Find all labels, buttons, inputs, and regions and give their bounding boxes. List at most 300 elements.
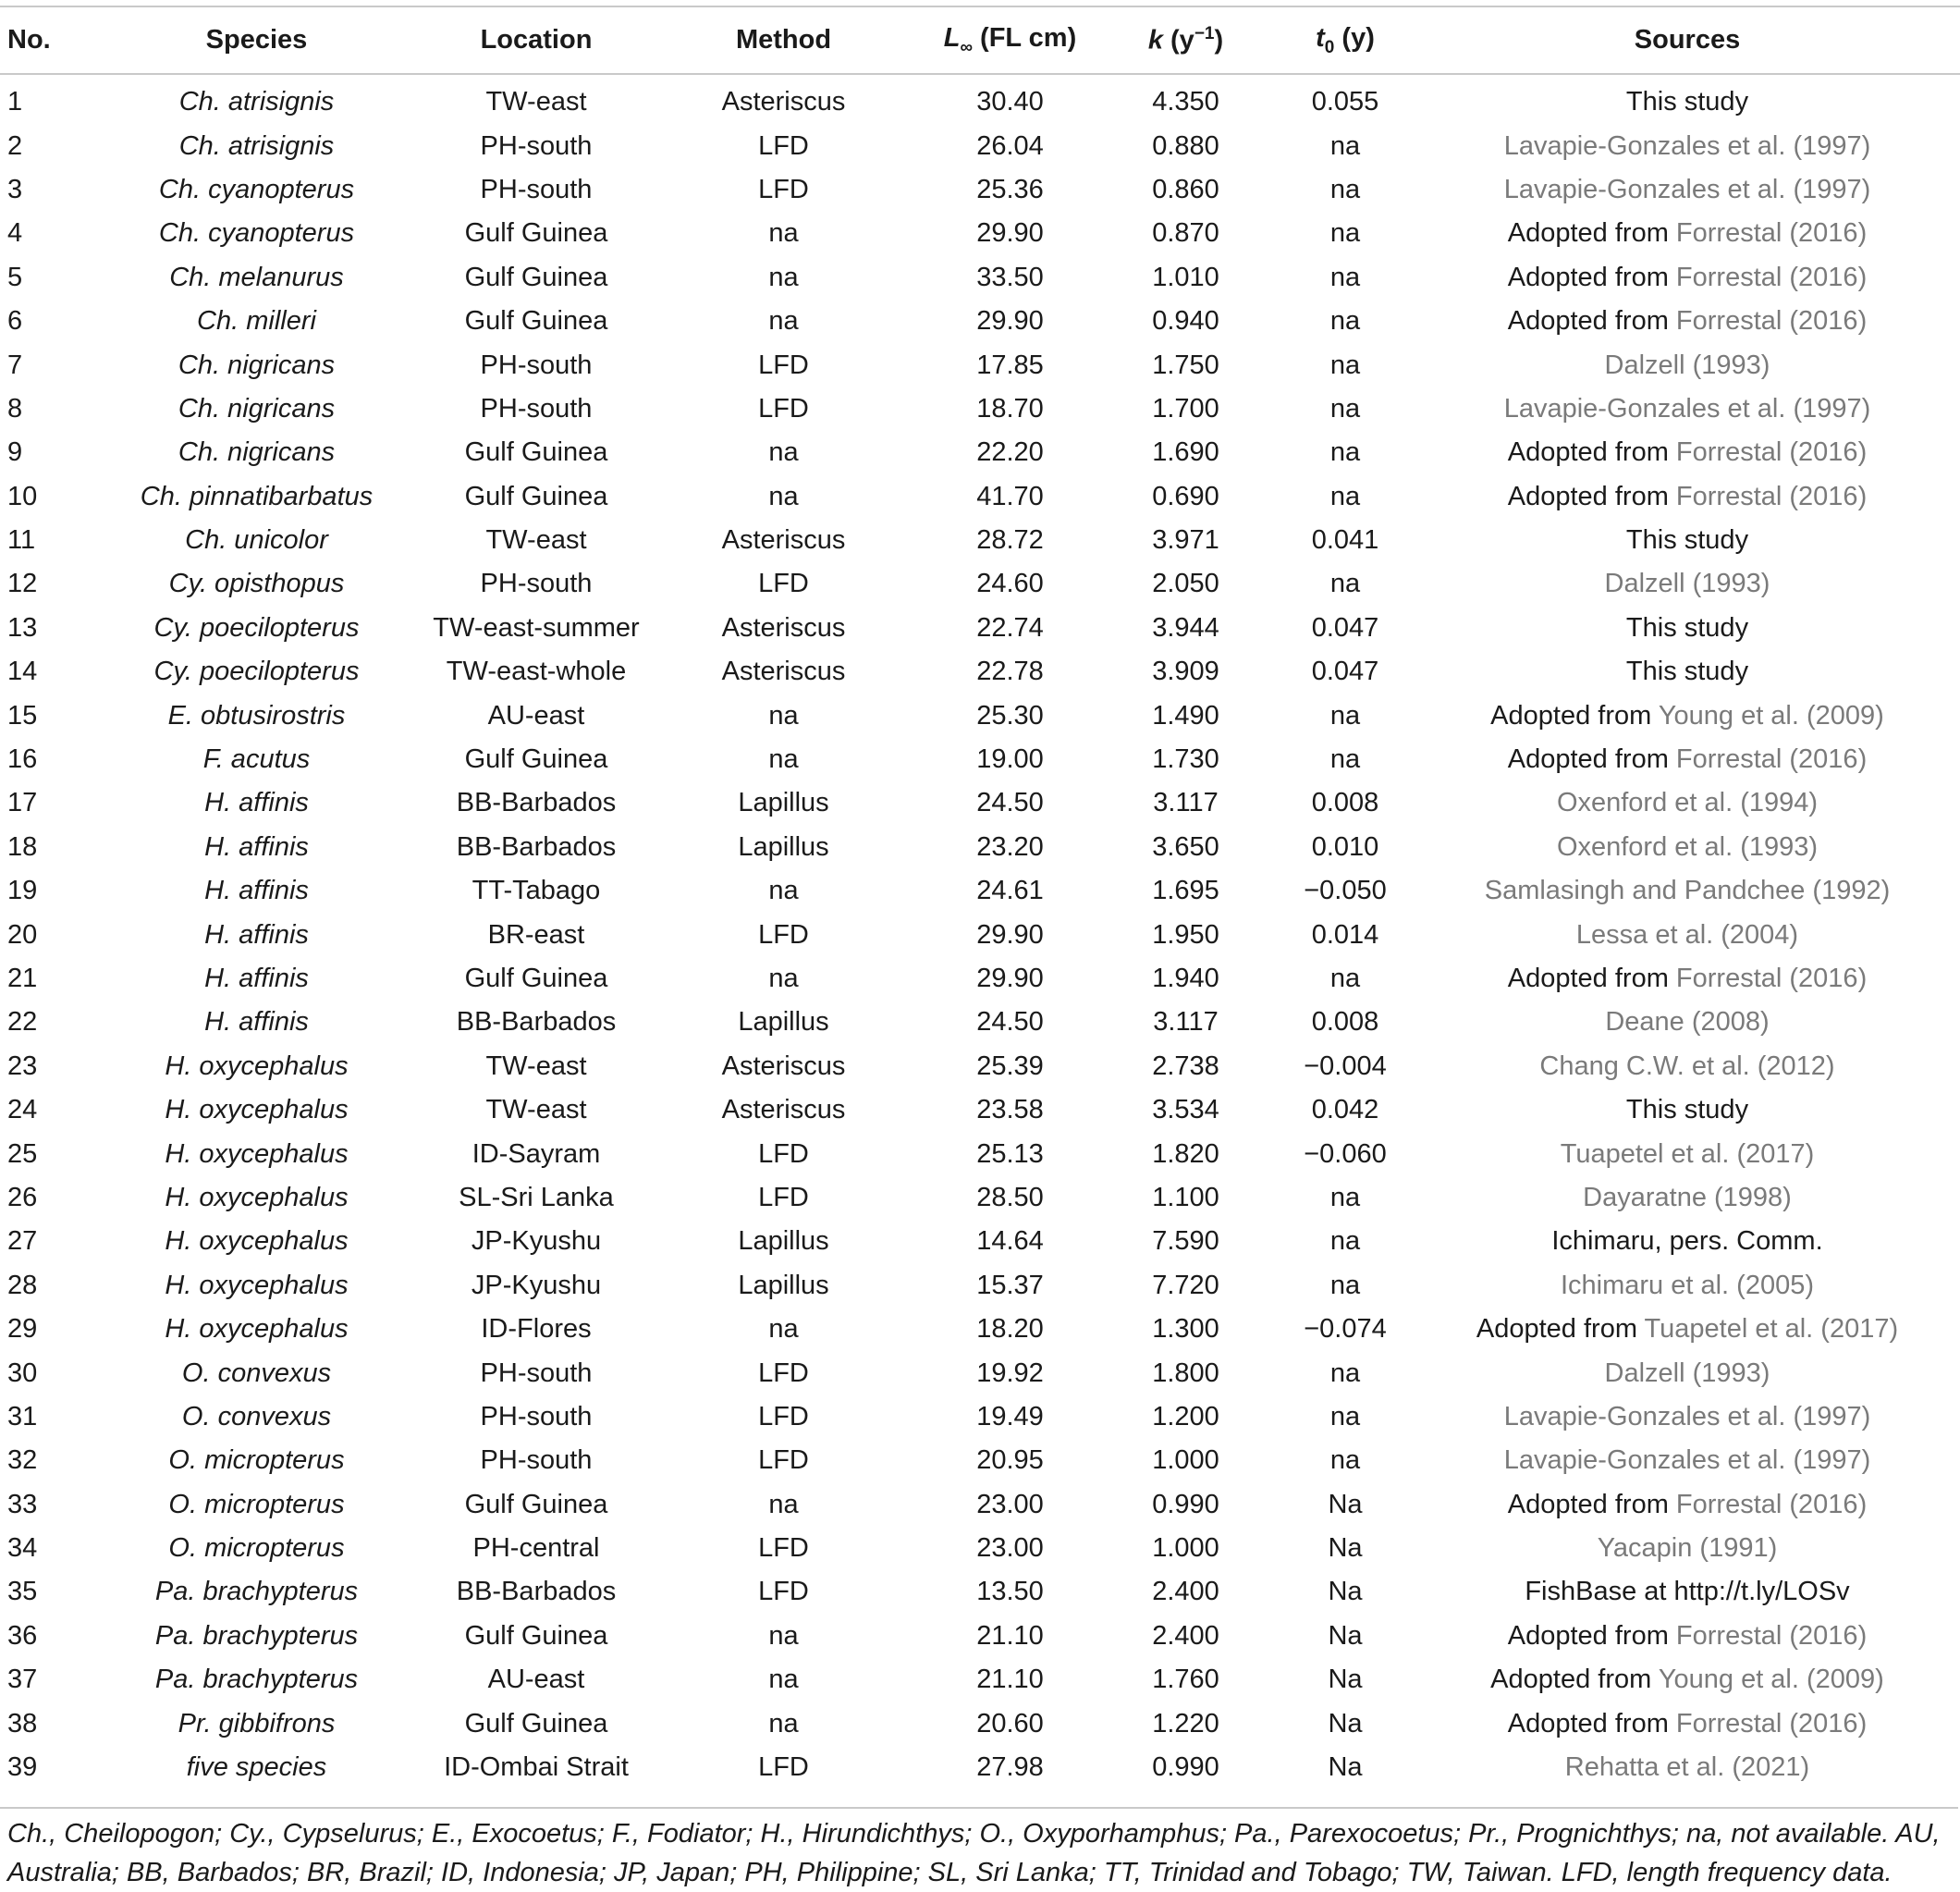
source-reference-link[interactable]: Forrestal (2016) (1675, 1620, 1868, 1651)
table-row (0, 74, 1960, 124)
cell-location: PH-south (480, 569, 593, 599)
table-row (0, 1308, 1960, 1351)
cell-location: TW-east (485, 1050, 587, 1081)
cell-no: 7 (7, 350, 23, 380)
cell-method: Asteriscus (721, 1095, 846, 1125)
cell-k: 0.990 (1152, 1489, 1219, 1519)
table-row (0, 1483, 1960, 1527)
cell-linf: 19.49 (976, 1401, 1044, 1431)
source-reference-link[interactable]: Lavapie-Gonzales et al. (1997) (1503, 1445, 1871, 1476)
cell-no: 29 (7, 1314, 38, 1345)
cell-location: TW-east (485, 1095, 587, 1125)
cell-linf: 18.70 (976, 393, 1044, 424)
source-reference-link[interactable]: Oxenford et al. (1993) (1556, 831, 1819, 862)
cell-t0: 0.041 (1311, 525, 1379, 556)
source-reference-link[interactable]: Forrestal (2016) (1675, 262, 1868, 292)
cell-location: Gulf Guinea (464, 1708, 608, 1738)
cell-method: LFD (758, 1752, 809, 1783)
cell-source (1415, 1308, 1960, 1351)
cell-location: ID-Ombai Strait (444, 1752, 629, 1783)
cell-no: 6 (7, 306, 23, 337)
cell-source (1415, 212, 1960, 255)
source-reference-link[interactable]: Forrestal (2016) (1675, 964, 1868, 993)
source-reference-link[interactable]: Deane (2008) (1605, 1007, 1770, 1038)
footnote-line-2: Australia; BB, Barbados; BR, Brazil; ID, Indonesia; JP, Japan; PH, Philippine; SL, Sri Lanka; TT, Trinidad and Tobago; TW, Taiwan. LFD, length frequency data. (7, 1858, 1893, 1887)
cell-species: Ch. unicolor (185, 525, 328, 556)
cell-linf: 29.90 (976, 964, 1044, 993)
cell-linf: 25.13 (976, 1138, 1044, 1169)
cell-method: Lapillus (738, 1007, 829, 1038)
cell-species: Cy. poecilopterus (153, 657, 360, 687)
cell-linf: 26.04 (976, 130, 1044, 161)
cell-method: na (768, 700, 799, 731)
growth-parameter-table-container (0, 6, 1960, 1789)
cell-location: BB-Barbados (456, 831, 617, 862)
cell-no: 39 (7, 1752, 38, 1783)
table-row (0, 738, 1960, 781)
cell-location: PH-south (480, 1358, 593, 1388)
cell-source (1415, 869, 1960, 913)
table-row (0, 1395, 1960, 1439)
cell-method: na (768, 306, 799, 337)
cell-linf: 15.37 (976, 1270, 1044, 1300)
table-row (0, 1615, 1960, 1658)
cell-t0: 0.010 (1311, 831, 1379, 862)
table-row (0, 343, 1960, 387)
cell-method: LFD (758, 1358, 809, 1388)
source-reference-link[interactable]: Lavapie-Gonzales et al. (1997) (1503, 393, 1871, 424)
cell-method: na (768, 1620, 799, 1651)
cell-no: 27 (7, 1226, 38, 1257)
cell-linf: 18.20 (976, 1314, 1044, 1345)
cell-k: 1.750 (1152, 350, 1219, 380)
cell-t0: −0.050 (1304, 876, 1387, 906)
cell-linf: 28.50 (976, 1182, 1044, 1212)
cell-location: PH-south (480, 130, 593, 161)
cell-t0: na (1329, 1270, 1361, 1300)
cell-location: Gulf Guinea (464, 481, 608, 511)
cell-species: H. oxycephalus (165, 1182, 349, 1212)
cell-t0: na (1329, 130, 1361, 161)
cell-method: LFD (758, 1445, 809, 1476)
cell-no: 11 (7, 525, 36, 556)
cell-no: 30 (7, 1358, 38, 1388)
cell-no: 35 (7, 1577, 38, 1607)
source-reference-link[interactable]: Tuapetel et al. (2017) (1644, 1314, 1899, 1345)
cell-k: 0.940 (1152, 306, 1219, 337)
cell-t0: Na (1328, 1665, 1363, 1695)
cell-location: BR-east (487, 919, 585, 950)
table-row (0, 694, 1960, 737)
cell-k: 1.200 (1152, 1401, 1219, 1431)
source-reference-link[interactable]: Forrestal (2016) (1675, 218, 1868, 249)
header-sources: Sources (1415, 6, 1960, 74)
cell-t0: Na (1328, 1577, 1363, 1607)
cell-t0: 0.014 (1311, 919, 1379, 950)
cell-location: PH-south (480, 1445, 593, 1476)
cell-species: Ch. pinnatibarbatus (140, 481, 374, 511)
source-text: This study (1625, 87, 1749, 117)
source-reference-link[interactable]: Chang C.W. et al. (2012) (1539, 1050, 1835, 1081)
cell-species: H. affinis (204, 1007, 309, 1038)
header-location: Location (430, 6, 643, 74)
cell-method: Lapillus (738, 788, 829, 818)
cell-k: 1.010 (1152, 262, 1219, 292)
cell-species: Ch. atrisignis (178, 87, 335, 117)
cell-k: 3.650 (1152, 831, 1219, 862)
cell-location: PH-south (480, 393, 593, 424)
cell-t0: na (1329, 569, 1361, 599)
cell-species: Ch. cyanopterus (158, 174, 355, 204)
source-text: This study (1625, 657, 1749, 687)
cell-linf: 25.36 (976, 174, 1044, 204)
cell-species: Pr. gibbifrons (178, 1708, 336, 1738)
source-reference-link[interactable]: Forrestal (2016) (1675, 1489, 1868, 1519)
source-reference-link[interactable]: Dayaratne (1998) (1583, 1182, 1792, 1212)
cell-location: PH-central (472, 1533, 600, 1564)
cell-linf: 23.00 (976, 1489, 1044, 1519)
cell-t0: na (1329, 744, 1361, 775)
table-row (0, 1527, 1960, 1570)
cell-method: na (768, 1314, 799, 1345)
cell-location: JP-Kyushu (471, 1270, 602, 1300)
table-row (0, 957, 1960, 1001)
cell-source (1415, 475, 1960, 519)
cell-k: 1.100 (1152, 1182, 1219, 1212)
cell-species: O. micropterus (168, 1533, 345, 1564)
source-reference-link[interactable]: Samlasingh and Pandchee (1992) (1484, 876, 1891, 906)
source-text: Ichimaru, pers. Comm. (1551, 1226, 1823, 1257)
cell-t0: na (1329, 350, 1361, 380)
cell-no: 2 (7, 130, 23, 161)
cell-k: 1.220 (1152, 1708, 1219, 1738)
source-text: Adopted from (1507, 437, 1676, 468)
cell-k: 0.690 (1152, 481, 1219, 511)
cell-linf: 14.64 (976, 1226, 1044, 1257)
cell-location: AU-east (487, 1665, 585, 1695)
table-row (0, 387, 1960, 431)
cell-source (1415, 431, 1960, 474)
cell-method: LFD (758, 393, 809, 424)
cell-species: Ch. nigricans (178, 350, 336, 380)
cell-source (1415, 124, 1960, 167)
cell-location: AU-east (487, 700, 585, 731)
cell-t0: na (1329, 964, 1361, 993)
cell-linf: 29.90 (976, 306, 1044, 337)
source-text: Adopted from (1507, 218, 1676, 249)
table-row (0, 781, 1960, 825)
cell-location: Gulf Guinea (464, 262, 608, 292)
table-row (0, 1658, 1960, 1702)
cell-method: na (768, 218, 799, 249)
cell-location: Gulf Guinea (464, 744, 608, 775)
cell-no: 33 (7, 1489, 38, 1519)
cell-location: TW-east-summer (433, 612, 640, 643)
source-reference-link[interactable]: Lessa et al. (2004) (1575, 919, 1799, 950)
cell-k: 1.760 (1152, 1665, 1219, 1695)
source-reference-link[interactable]: Forrestal (2016) (1675, 481, 1868, 511)
source-reference-link[interactable]: Lavapie-Gonzales et al. (1997) (1503, 1401, 1871, 1431)
cell-source (1415, 650, 1960, 694)
source-reference-link[interactable]: Dalzell (1993) (1604, 350, 1770, 380)
cell-t0: na (1329, 700, 1361, 731)
cell-k: 3.909 (1152, 657, 1219, 687)
cell-t0: na (1329, 1401, 1361, 1431)
table-row (0, 607, 1960, 650)
cell-k: 4.350 (1152, 87, 1219, 117)
cell-method: LFD (758, 1401, 809, 1431)
source-reference-link[interactable]: Forrestal (2016) (1675, 744, 1868, 775)
source-reference-link[interactable]: Yacapin (1991) (1597, 1533, 1778, 1564)
cell-source (1415, 781, 1960, 825)
cell-t0: na (1329, 218, 1361, 249)
source-reference-link[interactable]: Rehatta et al. (2021) (1564, 1752, 1810, 1783)
source-reference-link[interactable]: Oxenford et al. (1994) (1556, 788, 1819, 818)
cell-no: 22 (7, 1007, 38, 1038)
cell-location: Gulf Guinea (464, 306, 608, 337)
cell-linf: 19.00 (976, 744, 1044, 775)
cell-t0: na (1329, 306, 1361, 337)
cell-method: Asteriscus (721, 657, 846, 687)
cell-species: H. oxycephalus (165, 1138, 349, 1169)
cell-source (1415, 694, 1960, 737)
header-species: Species (83, 6, 430, 74)
source-text: FishBase at http://t.ly/LOSv (1525, 1577, 1850, 1607)
source-text: Adopted from (1476, 1314, 1645, 1345)
table-header-row (0, 6, 1960, 74)
cell-no: 37 (7, 1665, 38, 1695)
cell-t0: Na (1328, 1533, 1363, 1564)
table-row (0, 1746, 1960, 1789)
cell-linf: 17.85 (976, 350, 1044, 380)
cell-species: H. oxycephalus (165, 1050, 349, 1081)
cell-source (1415, 738, 1960, 781)
source-text: This study (1625, 1095, 1749, 1125)
cell-k: 1.000 (1152, 1533, 1219, 1564)
cell-no: 36 (7, 1620, 38, 1651)
footnote-line-1: Ch., Cheilopogon; Cy., Cypselurus; E., Exocoetus; F., Fodiator; H., Hirundichthys; O., Oxyporhamphus; Pa., Parexocoetus; Pr., Prognichthys; na, not available. AU, (7, 1819, 1941, 1849)
header-linf-unit: (FL cm) (973, 22, 1077, 53)
cell-source (1415, 1088, 1960, 1132)
cell-method: Asteriscus (721, 1050, 846, 1081)
table-row (0, 650, 1960, 694)
cell-source (1415, 607, 1960, 650)
cell-linf: 24.50 (976, 788, 1044, 818)
cell-k: 1.940 (1152, 964, 1219, 993)
cell-k: 1.000 (1152, 1445, 1219, 1476)
cell-no: 5 (7, 262, 23, 292)
header-k-unit-open: (y (1162, 25, 1194, 55)
cell-method: Lapillus (738, 1270, 829, 1300)
table-row (0, 1132, 1960, 1175)
header-linf (925, 6, 1096, 74)
cell-method: na (768, 744, 799, 775)
table-row (0, 1220, 1960, 1263)
cell-source (1415, 1702, 1960, 1745)
source-reference-link[interactable]: Young et al. (2009) (1658, 1665, 1884, 1695)
cell-location: BB-Barbados (456, 1007, 617, 1038)
source-reference-link[interactable]: Forrestal (2016) (1675, 1708, 1868, 1738)
source-reference-link[interactable]: Lavapie-Gonzales et al. (1997) (1503, 174, 1871, 204)
cell-t0: na (1329, 393, 1361, 424)
cell-species: Ch. cyanopterus (158, 218, 355, 249)
cell-source (1415, 256, 1960, 300)
cell-method: LFD (758, 1138, 809, 1169)
cell-no: 26 (7, 1182, 38, 1212)
cell-source (1415, 1264, 1960, 1308)
cell-method: Asteriscus (721, 525, 846, 556)
cell-linf: 22.20 (976, 437, 1044, 468)
cell-k: 3.117 (1153, 1007, 1219, 1038)
cell-method: Lapillus (738, 1226, 829, 1257)
cell-k: 2.400 (1152, 1577, 1219, 1607)
cell-linf: 30.40 (976, 87, 1044, 117)
cell-no: 18 (7, 831, 38, 862)
cell-location: TW-east (485, 525, 587, 556)
cell-t0: na (1329, 174, 1361, 204)
cell-source (1415, 1527, 1960, 1570)
cell-k: 1.690 (1152, 437, 1219, 468)
header-k-unit-close: ) (1214, 25, 1224, 55)
cell-method: na (768, 262, 799, 292)
cell-species: H. affinis (204, 831, 309, 862)
cell-source (1415, 562, 1960, 606)
cell-species: H. oxycephalus (165, 1095, 349, 1125)
cell-t0: 0.042 (1311, 1095, 1379, 1125)
table-row (0, 1045, 1960, 1088)
source-reference-link[interactable]: Dalzell (1993) (1604, 1358, 1770, 1388)
cell-k: 1.730 (1152, 744, 1219, 775)
source-reference-link[interactable]: Lavapie-Gonzales et al. (1997) (1503, 130, 1871, 161)
cell-species: Cy. poecilopterus (153, 612, 360, 643)
cell-k: 3.944 (1152, 612, 1219, 643)
cell-t0: na (1329, 481, 1361, 511)
table-row (0, 1570, 1960, 1614)
cell-method: LFD (758, 130, 809, 161)
cell-k: 1.950 (1152, 919, 1219, 950)
cell-linf: 23.20 (976, 831, 1044, 862)
cell-no: 8 (7, 393, 23, 424)
cell-k: 2.050 (1152, 569, 1219, 599)
cell-source (1415, 1132, 1960, 1175)
source-text: Adopted from (1507, 744, 1676, 775)
source-text: Adopted from (1490, 700, 1659, 731)
cell-method: LFD (758, 569, 809, 599)
cell-no: 31 (7, 1401, 38, 1431)
table-row (0, 1351, 1960, 1394)
cell-t0: na (1329, 262, 1361, 292)
header-t0-unit: (y) (1334, 22, 1375, 53)
cell-k: 3.534 (1152, 1095, 1219, 1125)
table-row (0, 168, 1960, 212)
cell-species: Ch. melanurus (169, 262, 344, 292)
source-reference-link[interactable]: Forrestal (2016) (1675, 437, 1868, 468)
source-reference-link[interactable]: Tuapetel et al. (2017) (1560, 1138, 1815, 1169)
cell-source (1415, 826, 1960, 869)
cell-k: 7.720 (1152, 1270, 1219, 1300)
cell-linf: 25.39 (976, 1050, 1044, 1081)
cell-location: ID-Sayram (472, 1138, 601, 1169)
cell-species: five species (186, 1752, 327, 1783)
source-text: This study (1625, 612, 1749, 643)
cell-no: 25 (7, 1138, 38, 1169)
cell-k: 7.590 (1152, 1226, 1219, 1257)
cell-no: 4 (7, 218, 23, 249)
cell-source (1415, 1615, 1960, 1658)
cell-linf: 29.90 (976, 919, 1044, 950)
cell-source (1415, 74, 1960, 124)
cell-linf: 20.60 (976, 1708, 1044, 1738)
cell-no: 20 (7, 919, 38, 950)
cell-t0: −0.074 (1304, 1314, 1387, 1345)
cell-k: 1.820 (1152, 1138, 1219, 1169)
table-footnote (0, 1807, 1958, 1892)
cell-t0: na (1329, 437, 1361, 468)
source-text: Adopted from (1507, 1620, 1676, 1651)
table-row (0, 300, 1960, 343)
cell-species: Ch. nigricans (178, 437, 336, 468)
cell-t0: Na (1328, 1752, 1363, 1783)
cell-species: Pa. brachypterus (154, 1620, 359, 1651)
source-reference-link[interactable]: Dalzell (1993) (1604, 569, 1770, 599)
cell-method: LFD (758, 919, 809, 950)
source-text: Adopted from (1507, 306, 1676, 337)
cell-source (1415, 300, 1960, 343)
cell-t0: na (1329, 1226, 1361, 1257)
source-reference-link[interactable]: Young et al. (2009) (1658, 700, 1884, 731)
cell-linf: 22.74 (976, 612, 1044, 643)
cell-species: O. convexus (181, 1358, 332, 1388)
header-method: Method (643, 6, 925, 74)
table-row (0, 1439, 1960, 1482)
cell-location: JP-Kyushu (471, 1226, 602, 1257)
cell-t0: 0.047 (1311, 612, 1379, 643)
cell-species: Cy. opisthopus (168, 569, 345, 599)
source-text: This study (1625, 525, 1749, 556)
cell-location: ID-Flores (481, 1314, 592, 1345)
cell-linf: 25.30 (976, 700, 1044, 731)
cell-source (1415, 1045, 1960, 1088)
cell-location: SL-Sri Lanka (459, 1182, 614, 1212)
header-linf-symbol: L (943, 22, 961, 53)
cell-location: TT-Tabago (472, 876, 601, 906)
table-row (0, 1702, 1960, 1745)
header-linf-subscript: ∞ (960, 37, 973, 57)
source-reference-link[interactable]: Forrestal (2016) (1675, 306, 1868, 337)
header-t0-symbol: t (1316, 22, 1325, 53)
table-row (0, 256, 1960, 300)
source-reference-link[interactable]: Ichimaru et al. (2005) (1560, 1270, 1814, 1300)
cell-method: Asteriscus (721, 87, 846, 117)
cell-source (1415, 1570, 1960, 1614)
cell-location: Gulf Guinea (464, 1620, 608, 1651)
table-row (0, 869, 1960, 913)
cell-no: 10 (7, 481, 38, 511)
header-no: No. (0, 6, 83, 74)
cell-k: 2.400 (1152, 1620, 1219, 1651)
cell-source (1415, 957, 1960, 1001)
cell-t0: na (1329, 1445, 1361, 1476)
cell-linf: 22.78 (976, 657, 1044, 687)
cell-linf: 20.95 (976, 1445, 1044, 1476)
cell-location: PH-south (480, 174, 593, 204)
cell-source (1415, 1001, 1960, 1044)
cell-species: Ch. milleri (197, 306, 316, 337)
cell-method: LFD (758, 1533, 809, 1564)
cell-t0: Na (1328, 1620, 1363, 1651)
cell-source (1415, 343, 1960, 387)
cell-species: H. oxycephalus (165, 1270, 349, 1300)
